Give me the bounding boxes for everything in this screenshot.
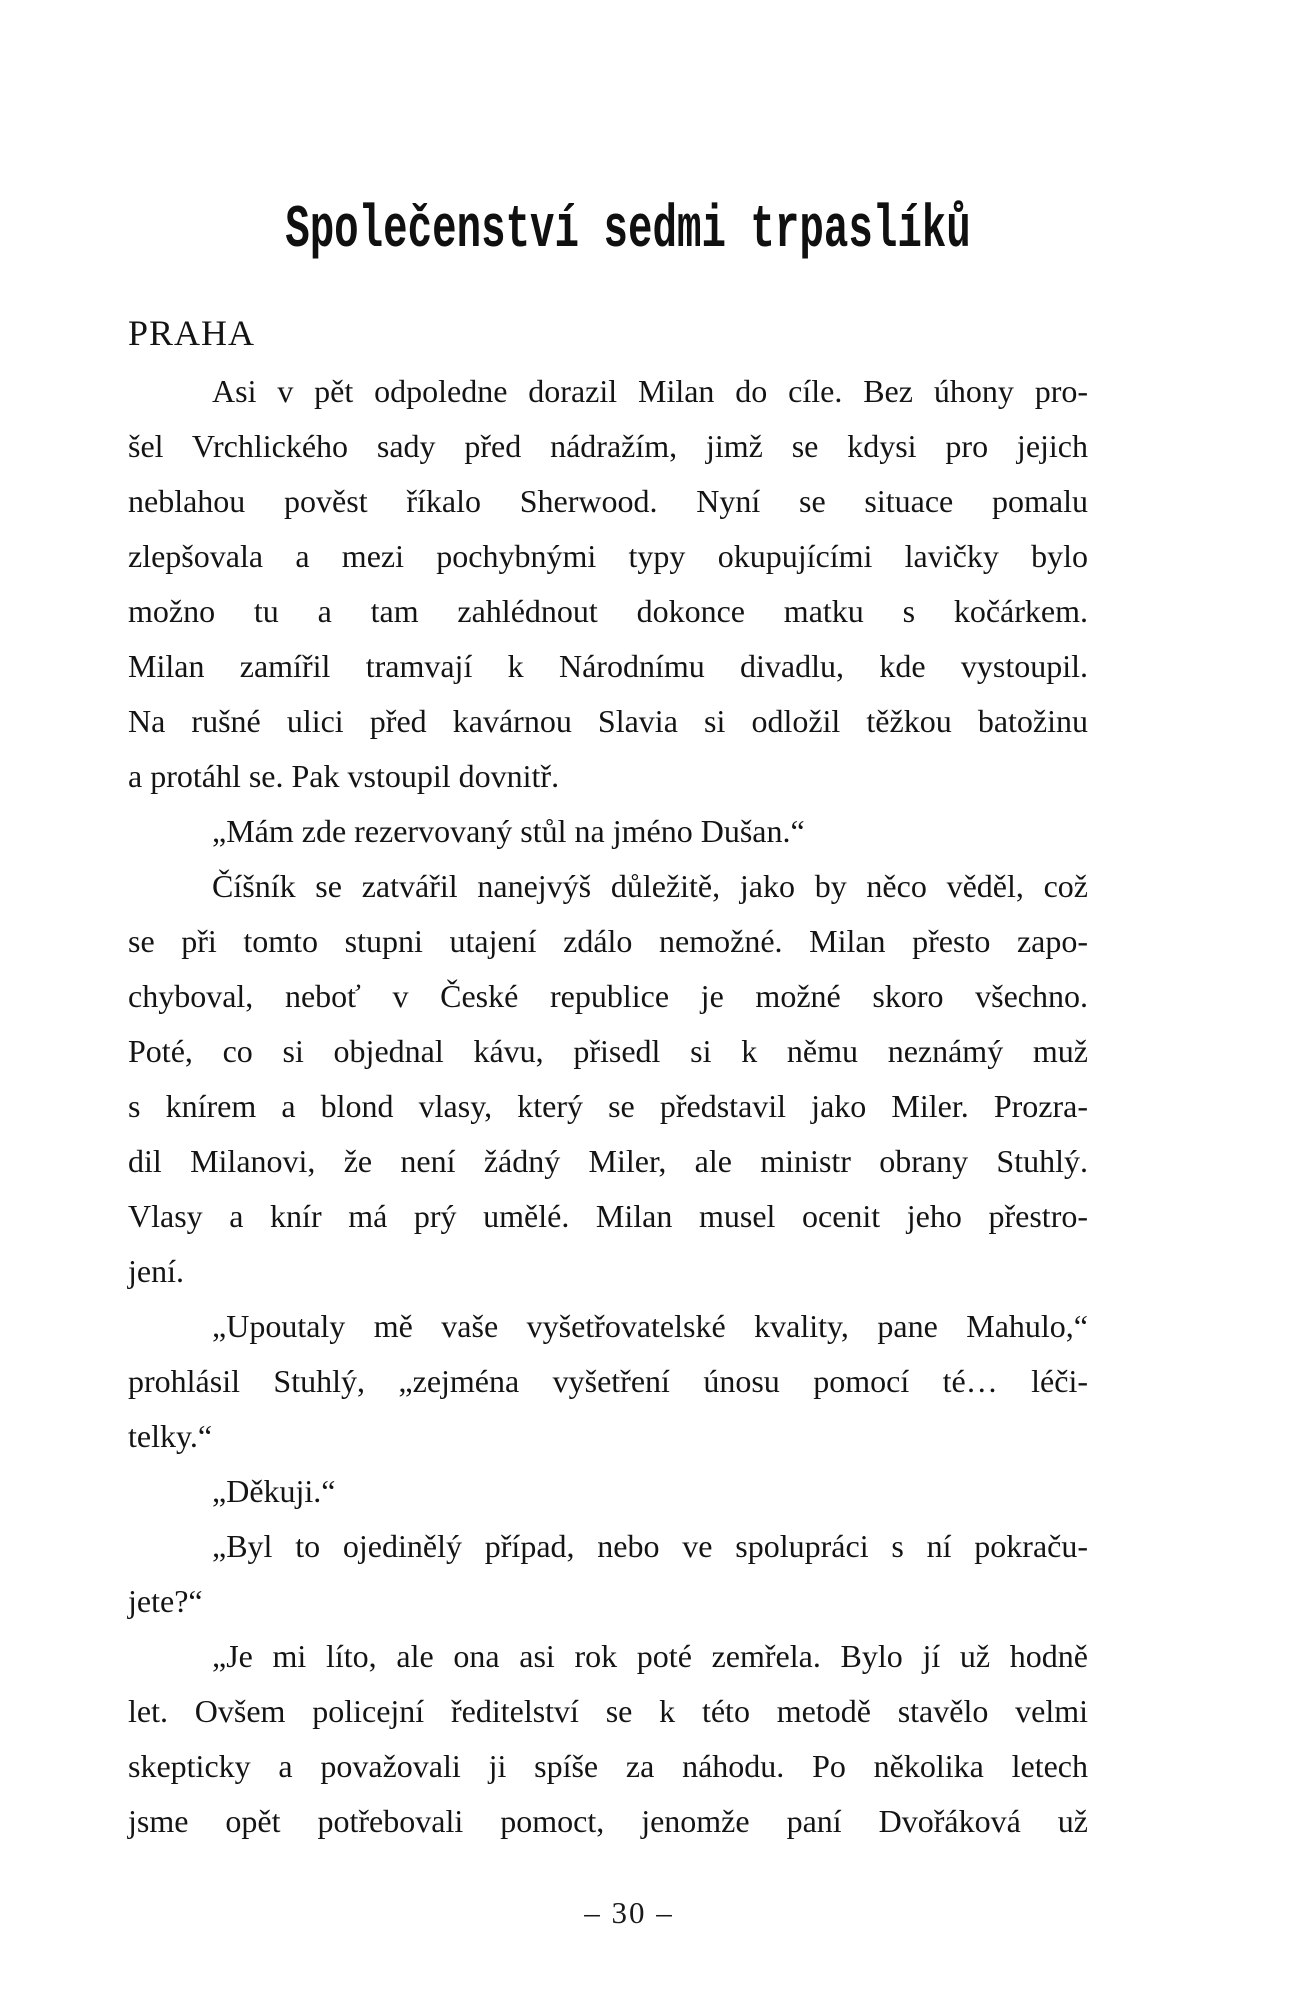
body-line: „Je mi líto, ale ona asi rok poté zemřela. Bylo jí už hodně xyxy=(212,1638,1088,1674)
body-line: šel Vrchlického sady před nádražím, jimž se kdysi pro jejich xyxy=(128,428,1088,464)
page-number: – 30 – xyxy=(584,1895,674,1930)
body-line: se při tomto stupni utajení zdálo nemožné. Milan přesto zapo- xyxy=(128,923,1088,959)
body-line: s knírem a blond vlasy, který se představil jako Miler. Prozra- xyxy=(128,1088,1088,1124)
body-line: jení. xyxy=(128,1253,184,1289)
body-line: telky.“ xyxy=(128,1418,213,1454)
body-line: Asi v pět odpoledne dorazil Milan do cíle. Bez úhony pro- xyxy=(212,373,1088,409)
body-line: zlepšovala a mezi pochybnými typy okupujícími lavičky bylo xyxy=(128,538,1088,574)
body-line: neblahou pověst říkalo Sherwood. Nyní se situace pomalu xyxy=(128,483,1088,519)
body-line: jete?“ xyxy=(128,1583,203,1619)
body-line: „Byl to ojedinělý případ, nebo ve spolupráci s ní pokraču- xyxy=(212,1528,1088,1564)
section-heading: PRAHA xyxy=(128,313,256,353)
body-text xyxy=(128,364,1088,1849)
chapter-title: Společenství sedmi trpaslíků xyxy=(285,197,971,265)
body-line: „Upoutaly mě vaše vyšetřovatelské kvality, pane Mahulo,“ xyxy=(212,1308,1088,1344)
body-line: Na rušné ulici před kavárnou Slavia si odložil těžkou batožinu xyxy=(128,703,1088,739)
body-line: Milan zamířil tramvají k Národnímu divadlu, kde vystoupil. xyxy=(128,648,1088,684)
body-line: Poté, co si objednal kávu, přisedl si k němu neznámý muž xyxy=(128,1033,1088,1069)
body-line: let. Ovšem policejní ředitelství se k této metodě stavělo velmi xyxy=(128,1693,1088,1729)
body-line: a protáhl se. Pak vstoupil dovnitř. xyxy=(128,758,560,794)
body-line: „Děkuji.“ xyxy=(212,1473,336,1509)
body-line: „Mám zde rezervovaný stůl na jméno Dušan.“ xyxy=(212,813,805,849)
body-line: skepticky a považovali ji spíše za náhodu. Po několika letech xyxy=(128,1748,1088,1784)
body-line: chyboval, neboť v České republice je možné skoro všechno. xyxy=(128,978,1088,1014)
body-line: prohlásil Stuhlý, „zejména vyšetření únosu pomocí té… léči- xyxy=(128,1363,1088,1399)
body-line: jsme opět potřebovali pomoct, jenomže paní Dvořáková už xyxy=(128,1803,1088,1839)
body-line: Vlasy a knír má prý umělé. Milan musel ocenit jeho přestro- xyxy=(128,1198,1088,1234)
body-line: Číšník se zatvářil nanejvýš důležitě, jako by něco věděl, což xyxy=(212,868,1088,904)
body-line: dil Milanovi, že není žádný Miler, ale ministr obrany Stuhlý. xyxy=(128,1143,1088,1179)
body-line: možno tu a tam zahlédnout dokonce matku s kočárkem. xyxy=(128,593,1088,629)
